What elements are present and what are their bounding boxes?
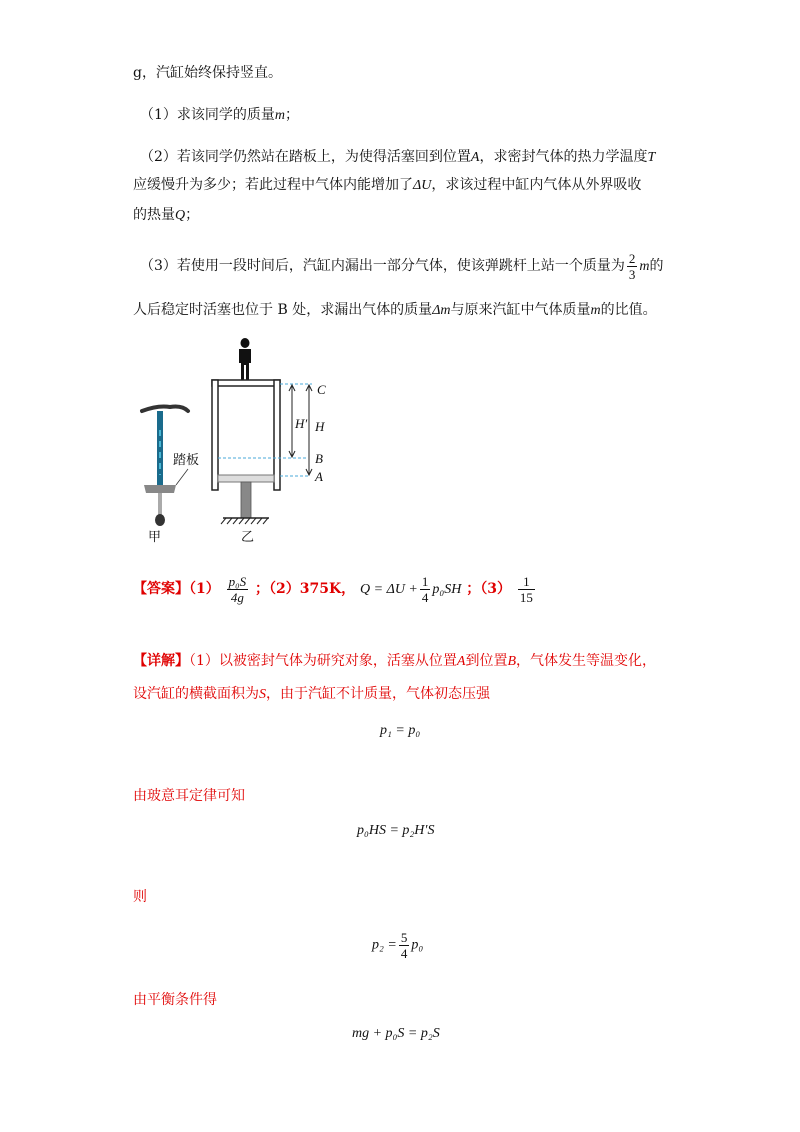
q3-text-c: 人后稳定时活塞也位于 B 处，求漏出气体的质量 [133, 302, 433, 318]
question-part-2-line-3 [133, 205, 199, 226]
boyle-law-text: 由玻意耳定律可知 [133, 788, 245, 804]
detail-l1-A: A [456, 654, 466, 669]
answer-sep-2: ；（3） [466, 581, 511, 597]
q1-text: （1）求该同学的质量 [140, 107, 275, 123]
label-A: A [315, 469, 323, 484]
answer-1-num: p₀S [228, 573, 247, 589]
q2-text-a: （2）若该同学仍然站在踏板上，为使得活塞回到位置 [140, 149, 471, 165]
q2-text-c: 应缓慢升为多少；若此过程中气体内能增加了 [133, 177, 413, 193]
detail-l2-S: S [259, 687, 266, 702]
answer-2-fnum: 1 [421, 573, 429, 589]
detail-l2-a: 设汽缸的横截面积为 [133, 686, 259, 702]
pedal-label: 踏板 [173, 453, 200, 468]
detail-l1-a: （1）以被密封气体为研究对象，活塞从位置 [189, 653, 457, 669]
q2-var-dU: ΔU [413, 178, 432, 193]
answer-2-lhs: Q = ΔU + [360, 582, 418, 597]
answer-2-rhs: p₀SH [432, 582, 462, 597]
answer-3-den: 15 [519, 589, 533, 605]
eq3-den: 4 [400, 946, 408, 961]
balance-text: 由平衡条件得 [133, 992, 217, 1008]
question-part-2-line-1 [140, 147, 655, 168]
answer-line [133, 570, 537, 609]
q2-text-e: 的热量 [133, 207, 175, 223]
answer-tag: 【答案】 [133, 581, 189, 597]
equation-1: p₁ = p₀ [380, 723, 421, 738]
q3-fraction [627, 251, 638, 282]
answer-part-1: （1） [189, 581, 220, 597]
answer-3-fraction [518, 574, 535, 605]
then-text: 则 [133, 889, 147, 905]
detail-l1-c: ，气体发生等温变化， [516, 653, 657, 669]
pogo-stick-figure [130, 335, 350, 550]
q2-text-d: ，求该过程中缸内气体从外界吸收 [431, 177, 642, 193]
answer-2-fden: 4 [421, 589, 429, 605]
q2-var-Q: Q [175, 208, 186, 223]
equation-4: mg + p₀S = p₂S [352, 1026, 440, 1041]
question-line-0: g，汽缸始终保持竖直。 [133, 65, 282, 81]
detail-l1-B: B [507, 654, 517, 669]
q3-var-m: m [639, 259, 650, 274]
q3-frac-den: 3 [628, 266, 636, 282]
detail-tag: 【详解】 [133, 653, 189, 669]
figure-label-jia: 甲 [148, 530, 162, 545]
eq3-rhs: p₀ [411, 937, 424, 953]
detail-l2-b: ，由于汽缸不计质量，气体初态压强 [266, 686, 490, 702]
q1-var-m: m [274, 108, 286, 123]
answer-3-num: 1 [518, 574, 535, 590]
q3-var-dm: Δm [432, 303, 451, 318]
q2-var-T: T [647, 150, 656, 165]
detail-line-1 [133, 651, 656, 672]
answer-2-fraction [420, 574, 431, 605]
label-C: C [317, 382, 326, 397]
question-part-2-line-2 [133, 175, 641, 196]
answer-sep-1: ；（2）375K， [255, 581, 356, 597]
answer-1-fraction [227, 574, 249, 605]
q1-end: ； [285, 107, 300, 123]
question-part-1 [140, 105, 299, 126]
eq3-num: 5 [400, 930, 408, 945]
q2-text-f: ； [185, 207, 200, 223]
q2-text-b: ，求密封气体的热力学温度 [479, 149, 648, 165]
q3-text-e: 的比值。 [600, 302, 657, 318]
detail-line-2 [133, 684, 490, 705]
label-H: H [315, 419, 325, 434]
q3-text-b: 的 [649, 258, 664, 274]
label-B: B [315, 451, 323, 466]
equation-2: p₀HS = p₂H′S [357, 823, 435, 838]
equation-3 [372, 930, 423, 961]
q2-var-A: A [470, 150, 480, 165]
q3-var-m2: m [590, 303, 601, 318]
q3-frac-num: 2 [628, 250, 636, 266]
label-H-prime: H′ [295, 416, 308, 431]
eq3-lhs: p₂ = [372, 937, 397, 953]
eq3-fraction [399, 930, 410, 961]
question-part-3-line-2 [133, 300, 657, 321]
detail-l1-b: 到位置 [465, 653, 508, 669]
question-part-3-line-1 [140, 248, 664, 285]
answer-1-den: 4g [230, 589, 244, 605]
figure-label-yi: 乙 [241, 530, 255, 545]
q3-text-a: （3）若使用一段时间后，汽缸内漏出一部分气体，使该弹跳杆上站一个质量为 [140, 258, 625, 274]
q3-text-d: 与原来汽缸中气体质量 [450, 302, 591, 318]
